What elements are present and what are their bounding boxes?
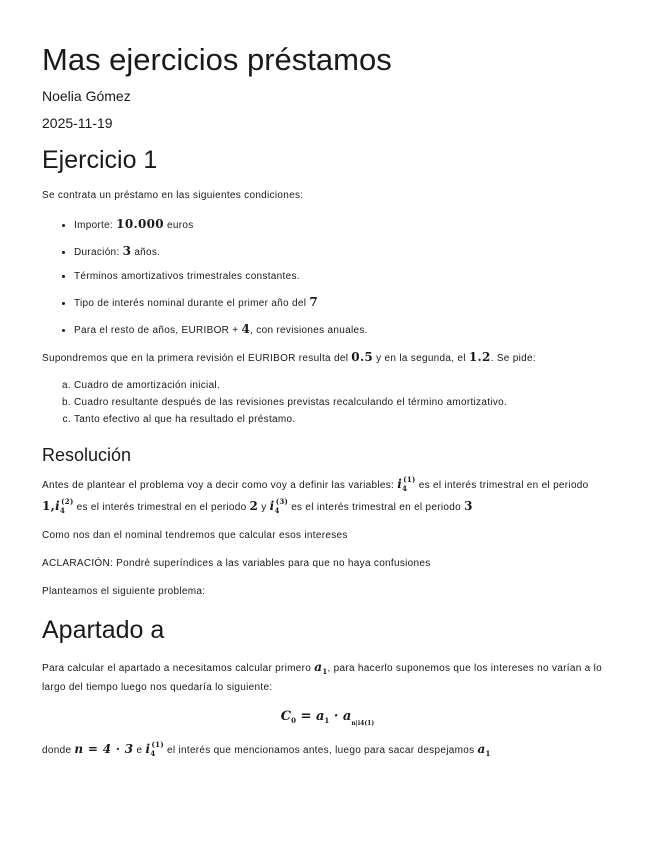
duracion-value: 3 — [122, 243, 132, 258]
section-heading-resolucion: Resolución — [42, 445, 132, 466]
section-heading-ejercicio-1: Ejercicio 1 — [42, 145, 158, 174]
document-title: Mas ejercicios préstamos — [42, 42, 392, 77]
var-i4-1: $i_4^{(1)}$ — [397, 475, 416, 494]
condition-tipo-interes: • Tipo de interés nominal durante el primer año del 7 — [74, 293, 613, 311]
document-author: Noelia Gómez — [42, 87, 131, 104]
euribor-spread-value: 4 — [241, 321, 251, 336]
document-date: 2025-11-19 — [42, 114, 113, 131]
var-a1: $a_1$ — [314, 660, 328, 677]
euribor-revision-1: 0.5 — [351, 349, 374, 364]
annuity-formula: $C_0 = a_1 \cdot a_{n|i4(1)}$ — [280, 709, 375, 728]
var-i4-3: $i_4^{(3)}$ — [269, 496, 289, 515]
ejercicio-intro: Se contrata un préstamo en las siguientes condiciones: — [42, 189, 304, 201]
apartado-a-donde: donde n = 4 · 3 e $i_4^{(1)}$ el interés que mencionamos antes, luego para sacar despejamos $a_1$ — [42, 740, 491, 759]
resolucion-definitions: Antes de plantear el problema voy a decir como voy a definir las variables: $i_4^{(1)}$ es el interés trimestral en el periodo $1,i_4^{(2)}$ es el interés trimestral en el periodo 2 y $i_4^{(3)}$ es el interés trimestral en el periodo 3 — [42, 475, 589, 515]
var-i4-2: $i_4^{(2)}$ — [55, 496, 74, 515]
question-a: a. Cuadro de amortización inicial. — [74, 378, 613, 393]
supondremos-paragraph: Supondremos que en la primera revisión el EURIBOR resulta del 0.5 y en la segunda, el 1.2. Se pide: — [42, 349, 536, 364]
section-heading-apartado-a: Apartado a — [42, 616, 165, 645]
condition-resto-anos: • Para el resto de años, EURIBOR + 4, con revisiones anuales. — [74, 320, 613, 338]
condition-terminos: • Términos amortizativos trimestrales constantes. — [74, 269, 613, 284]
condition-duracion: • Duración: 3 años. — [74, 242, 613, 260]
resolucion-nominal: Como nos dan el nominal tendremos que calcular esos intereses — [42, 530, 348, 542]
resolucion-aclaracion: ACLARACIÓN: Pondré superíndices a las variables para que no haya confusiones — [42, 558, 431, 570]
condition-importe: • Importe: 10.000 euros — [74, 215, 613, 233]
tipo-interes-value: 7 — [309, 294, 318, 309]
question-b: b. Cuadro resultante después de las revisiones previstas recalculando el término amortizativo. — [74, 395, 613, 410]
var-a1-ref: $a_1$ — [477, 742, 491, 759]
questions-list — [42, 378, 613, 427]
euribor-revision-2: 1.2 — [468, 349, 491, 364]
apartado-a-intro: Para calcular el apartado a necesitamos calcular primero $a_1$, para hacerlo suponemos que los intereses no varían a lo largo del tiempo luego nos quedaría lo siguiente: — [42, 660, 602, 694]
importe-value: 10.000 — [116, 216, 164, 231]
conditions-list — [42, 215, 613, 338]
eq-n: n = 4 · 3 — [74, 742, 134, 757]
var-i4-1-ref: $i_4^{(1)}$ — [145, 740, 164, 759]
resolucion-planteamos: Planteamos el siguiente problema: — [42, 586, 206, 598]
question-c: c. Tanto efectivo al que ha resultado el préstamo. — [74, 412, 613, 427]
